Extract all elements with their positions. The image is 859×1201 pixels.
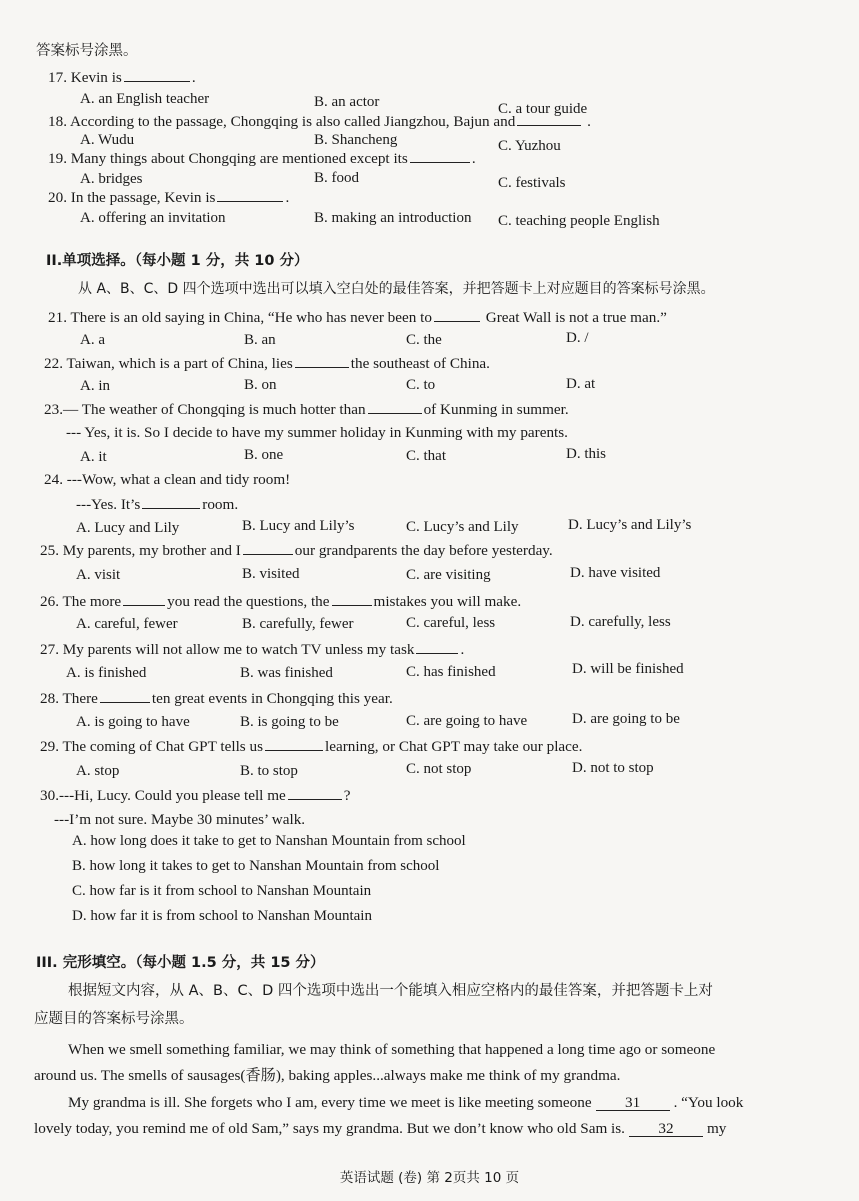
section-2-instruction: 从 A、B、C、D 四个选项中选出可以填入空白处的最佳答案，并把答题卡上对应题目的答案标号涂黑。 [78, 281, 715, 297]
blank-32: 32 [629, 1121, 703, 1137]
option: C. to [406, 377, 436, 393]
question-18: 18. According to the passage, Chongqing is also called Jiangzhou, Bajun and . [48, 113, 591, 130]
question-21: 21. There is an old saying in China, “He who has never been to Great Wall is not a true man.” [48, 309, 667, 326]
question-29: 29. The coming of Chat GPT tells us learning, or Chat GPT may take our place. [40, 738, 583, 755]
option: D. Lucy’s and Lily’s [568, 517, 692, 533]
page-footer: 英语试题 (卷) 第 2页共 10 页 [339, 1170, 520, 1186]
option: C. a tour guide [498, 101, 588, 117]
option: B. carefully, fewer [242, 616, 354, 632]
option: D. are going to be [572, 711, 680, 727]
option: C. teaching people English [498, 213, 660, 229]
passage-line: My grandma is ill. She forgets who I am, every time we meet is like meeting someone 31 . “You look [68, 1094, 744, 1111]
option: D. at [566, 376, 596, 392]
option: C. festivals [498, 175, 566, 191]
option: C. careful, less [406, 615, 496, 631]
option: A. visit [76, 567, 121, 583]
option: B. making an introduction [314, 210, 472, 226]
option: A. bridges [80, 171, 143, 187]
instruction-tail: 答案标号涂黑。 [36, 43, 138, 59]
option: D. not to stop [572, 760, 654, 776]
question-19: 19. Many things about Chongqing are mentioned except its . [48, 150, 476, 167]
option: D. this [566, 446, 607, 462]
option: D. have visited [570, 565, 661, 581]
question-20: 20. In the passage, Kevin is . [48, 189, 290, 206]
option: C. are going to have [406, 713, 528, 729]
section-3-instruction: 根据短文内容，从 A、B、C、D 四个选项中选出一个能填入相应空格内的最佳答案，并把答题卡上对 [68, 983, 713, 999]
option: B. visited [242, 566, 300, 582]
option: C. the [406, 332, 442, 348]
section-3-instruction-cont: 应题目的答案标号涂黑。 [34, 1011, 194, 1027]
option: D. will be finished [572, 661, 684, 677]
question-23-reply: --- Yes, it is. So I decide to have my summer holiday in Kunming with my parents. [66, 424, 568, 441]
option: B. Shancheng [314, 132, 398, 148]
option: A. is finished [66, 665, 147, 681]
question-26: 26. The more you read the questions, the mistakes you will make. [40, 593, 522, 610]
option: A. careful, fewer [76, 616, 178, 632]
passage-line: When we smell something familiar, we may think of something that happened a long time ago or someone [68, 1041, 716, 1058]
option: D. how far it is from school to Nanshan Mountain [72, 908, 372, 924]
option: C. how far is it from school to Nanshan Mountain [72, 883, 372, 899]
section-3-title: III. 完形填空。（每小题 1.5 分，共 15 分） [36, 955, 325, 971]
question-17: 17. Kevin is . [48, 69, 196, 86]
option: B. how long it takes to get to Nanshan Mountain from school [72, 858, 440, 874]
question-24-reply: ---Yes. It’s room. [76, 496, 239, 513]
question-27: 27. My parents will not allow me to watch TV unless my task . [40, 641, 465, 658]
option: B. to stop [240, 763, 298, 779]
option: A. offering an invitation [80, 210, 226, 226]
option: C. not stop [406, 761, 472, 777]
option: C. has finished [406, 664, 496, 680]
question-25: 25. My parents, my brother and I our grandparents the day before yesterday. [40, 542, 553, 559]
option: A. an English teacher [80, 91, 210, 107]
option: B. Lucy and Lily’s [242, 518, 355, 534]
option: A. a [80, 332, 105, 348]
option: A. is going to have [76, 714, 190, 730]
option: D. / [566, 330, 589, 346]
option: B. an actor [314, 94, 380, 110]
passage-line: lovely today, you remind me of old Sam,” says my grandma. But we don’t know who old Sam is. 32 my [34, 1120, 727, 1137]
option: B. was finished [240, 665, 333, 681]
option: A. in [80, 378, 110, 394]
option: A. it [80, 449, 107, 465]
question-30-reply: ---I’m not sure. Maybe 30 minutes’ walk. [54, 811, 306, 828]
option: B. on [244, 377, 277, 393]
question-23: 23.— The weather of Chongqing is much hotter than of Kunming in summer. [44, 401, 569, 418]
option: A. Lucy and Lily [76, 520, 180, 536]
option: B. food [314, 170, 359, 186]
question-22: 22. Taiwan, which is a part of China, lies the southeast of China. [44, 355, 490, 372]
blank-31: 31 [596, 1095, 670, 1111]
option: A. stop [76, 763, 120, 779]
option: D. carefully, less [570, 614, 671, 630]
option: C. are visiting [406, 567, 491, 583]
question-28: 28. There ten great events in Chongqing this year. [40, 690, 393, 707]
section-2-title: II.单项选择。（每小题 1 分，共 10 分） [46, 253, 309, 269]
passage-line: around us. The smells of sausages(香肠), baking apples...always make me think of my grandma. [34, 1067, 621, 1084]
option: C. that [406, 448, 446, 464]
option: C. Yuzhou [498, 138, 561, 154]
option: A. how long does it take to get to Nanshan Mountain from school [72, 833, 466, 849]
option: A. Wudu [80, 132, 135, 148]
option: C. Lucy’s and Lily [406, 519, 519, 535]
question-30: 30.---Hi, Lucy. Could you please tell me ? [40, 787, 351, 804]
option: B. an [244, 332, 276, 348]
question-24: 24. ---Wow, what a clean and tidy room! [44, 471, 291, 488]
option: B. one [244, 447, 284, 463]
option: B. is going to be [240, 714, 339, 730]
